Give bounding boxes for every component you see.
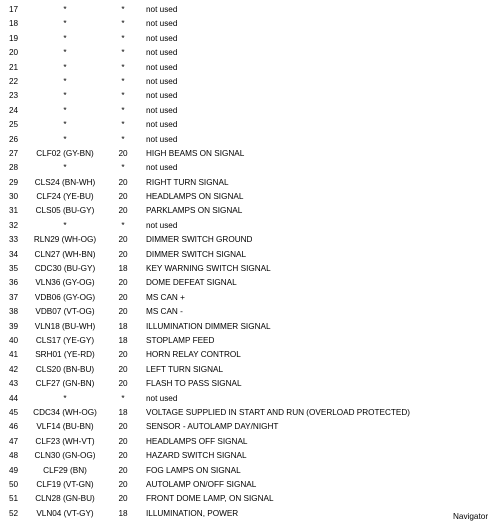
pin-number: 47 — [9, 436, 19, 446]
circuit-id: CLN30 (GN-OG) — [34, 451, 96, 461]
table-row — [0, 320, 503, 334]
table-row — [0, 219, 503, 233]
circuit-function: HAZARD SWITCH SIGNAL — [146, 451, 247, 461]
pin-number: 35 — [9, 264, 19, 274]
pin-number: 48 — [9, 451, 19, 461]
circuit-id: * — [63, 220, 67, 230]
table-row — [0, 276, 503, 290]
circuit-function: DIMMER SWITCH GROUND — [146, 235, 253, 245]
wire-gauge: 20 — [118, 148, 128, 158]
table-row — [0, 190, 503, 204]
circuit-id: CDC30 (BU-GY) — [34, 264, 96, 274]
table-row — [0, 89, 503, 103]
table-row — [0, 392, 503, 406]
table-row — [0, 305, 503, 319]
circuit-id: CLS24 (BN-WH) — [34, 177, 96, 187]
wire-gauge: * — [121, 163, 125, 173]
pin-number: 19 — [9, 33, 19, 43]
pin-number: 41 — [9, 350, 19, 360]
wire-gauge: * — [121, 33, 125, 43]
pin-number: 17 — [9, 5, 19, 14]
pin-number: 26 — [9, 134, 19, 144]
circuit-id: * — [63, 48, 67, 58]
table-row — [0, 435, 503, 449]
circuit-function: AUTOLAMP ON/OFF SIGNAL — [146, 479, 257, 489]
pin-number: 34 — [9, 249, 19, 259]
wire-gauge: * — [121, 220, 125, 230]
wire-gauge: * — [121, 393, 125, 403]
pin-number: 30 — [9, 192, 19, 202]
table-row — [0, 406, 503, 420]
circuit-function: not used — [146, 19, 178, 29]
table-row — [0, 3, 503, 17]
wire-gauge: * — [121, 91, 125, 101]
circuit-function: FRONT DOME LAMP, ON SIGNAL — [146, 494, 274, 504]
circuit-function: DIMMER SWITCH SIGNAL — [146, 249, 247, 259]
wire-gauge: 20 — [118, 379, 128, 389]
circuit-function: VOLTAGE SUPPLIED IN START AND RUN (OVERLOAD PROTECTED) — [146, 407, 411, 417]
circuit-function: not used — [146, 120, 178, 130]
circuit-id: VLN04 (VT-GY) — [36, 508, 94, 518]
pin-number: 51 — [9, 494, 19, 504]
wire-gauge: 20 — [118, 479, 128, 489]
circuit-id: * — [63, 33, 67, 43]
wire-gauge: 20 — [118, 307, 128, 317]
circuit-id: * — [63, 62, 67, 72]
wire-gauge: 20 — [118, 436, 128, 446]
circuit-function: SENSOR - AUTOLAMP DAY/NIGHT — [146, 422, 279, 432]
table-row — [0, 61, 503, 75]
wire-gauge: * — [121, 134, 125, 144]
wire-gauge: 20 — [118, 249, 128, 259]
table-row — [0, 492, 503, 506]
pin-number: 25 — [9, 120, 19, 130]
circuit-function: not used — [146, 91, 178, 101]
pin-number: 24 — [9, 105, 19, 115]
circuit-id: VLF14 (BU-BN) — [36, 422, 94, 432]
pin-number: 23 — [9, 91, 19, 101]
table-row — [0, 104, 503, 118]
pin-number: 43 — [9, 379, 19, 389]
wire-gauge: * — [121, 62, 125, 72]
wire-gauge: * — [121, 19, 125, 29]
wire-gauge: 20 — [118, 422, 128, 432]
circuit-id: CLF27 (GN-BN) — [35, 379, 95, 389]
pin-number: 22 — [9, 76, 19, 86]
table-row — [0, 204, 503, 218]
circuit-id: CLS17 (YE-GY) — [35, 335, 95, 345]
circuit-id: * — [63, 163, 67, 173]
circuit-id: * — [63, 105, 67, 115]
circuit-function: PARKLAMPS ON SIGNAL — [146, 206, 243, 216]
pin-number: 33 — [9, 235, 19, 245]
wire-gauge: 20 — [118, 235, 128, 245]
circuit-function: not used — [146, 33, 178, 43]
table-row — [0, 420, 503, 434]
circuit-id: CLF19 (VT-GN) — [36, 479, 94, 489]
circuit-function: not used — [146, 105, 178, 115]
circuit-id: SRH01 (YE-RD) — [35, 350, 95, 360]
wire-gauge: * — [121, 76, 125, 86]
wire-gauge: 18 — [118, 321, 128, 331]
pin-number: 52 — [9, 508, 19, 518]
circuit-id: CLN28 (GN-BU) — [35, 494, 95, 504]
circuit-function: not used — [146, 220, 178, 230]
circuit-function: not used — [146, 62, 178, 72]
circuit-id: * — [63, 5, 67, 14]
table-row — [0, 363, 503, 377]
circuit-function: not used — [146, 48, 178, 58]
circuit-function: ILLUMINATION, POWER — [146, 508, 239, 518]
wire-gauge: 20 — [118, 292, 128, 302]
pin-number: 50 — [9, 479, 19, 489]
circuit-function: ILLUMINATION DIMMER SIGNAL — [146, 321, 271, 331]
circuit-function: MS CAN - — [146, 307, 183, 317]
pin-number: 49 — [9, 465, 19, 475]
pin-number: 28 — [9, 163, 19, 173]
table-row — [0, 348, 503, 362]
circuit-id: * — [63, 393, 67, 403]
table-row — [0, 17, 503, 31]
circuit-id: CLN27 (WH-BN) — [34, 249, 96, 259]
wire-gauge: * — [121, 120, 125, 130]
circuit-function: MS CAN + — [146, 292, 185, 302]
pin-number: 37 — [9, 292, 19, 302]
circuit-function: FOG LAMPS ON SIGNAL — [146, 465, 241, 475]
circuit-function: KEY WARNING SWITCH SIGNAL — [146, 264, 271, 274]
table-row — [0, 464, 503, 478]
pin-number: 46 — [9, 422, 19, 432]
pin-number: 38 — [9, 307, 19, 317]
wire-gauge: 18 — [118, 508, 128, 518]
circuit-function: not used — [146, 163, 178, 173]
wire-gauge: 18 — [118, 335, 128, 345]
circuit-function: not used — [146, 5, 178, 14]
wire-gauge: 20 — [118, 494, 128, 504]
pin-number: 42 — [9, 364, 19, 374]
wire-gauge: 18 — [118, 264, 128, 274]
wire-gauge: 20 — [118, 177, 128, 187]
circuit-function: HIGH BEAMS ON SIGNAL — [146, 148, 245, 158]
circuit-id: * — [63, 134, 67, 144]
pin-number: 29 — [9, 177, 19, 187]
circuit-id: CLS05 (BU-GY) — [35, 206, 95, 216]
table-row — [0, 133, 503, 147]
wire-gauge: 20 — [118, 451, 128, 461]
wire-gauge: 20 — [118, 278, 128, 288]
circuit-function: DOME DEFEAT SIGNAL — [146, 278, 237, 288]
table-row — [0, 233, 503, 247]
table-row — [0, 507, 503, 521]
table-row — [0, 377, 503, 391]
pin-number: 21 — [9, 62, 19, 72]
circuit-function: HEADLAMPS ON SIGNAL — [146, 192, 244, 202]
circuit-id: VDB07 (VT-OG) — [35, 307, 95, 317]
table-row — [0, 262, 503, 276]
table-row — [0, 176, 503, 190]
table-row — [0, 291, 503, 305]
table-row — [0, 161, 503, 175]
table-row — [0, 118, 503, 132]
circuit-function: not used — [146, 134, 178, 144]
pin-number: 32 — [9, 220, 19, 230]
circuit-id: * — [63, 76, 67, 86]
circuit-id: * — [63, 120, 67, 130]
wire-gauge: 20 — [118, 192, 128, 202]
circuit-id: CLF24 (YE-BU) — [36, 192, 94, 202]
circuit-id: CLF02 (GY-BN) — [36, 148, 94, 158]
pin-number: 31 — [9, 206, 19, 216]
pin-number: 45 — [9, 407, 19, 417]
pin-number: 40 — [9, 335, 19, 345]
circuit-id: VLN18 (BU-WH) — [34, 321, 96, 331]
pin-number: 36 — [9, 278, 19, 288]
circuit-function: LEFT TURN SIGNAL — [146, 364, 224, 374]
circuit-id: CLF29 (BN) — [43, 465, 87, 475]
wire-gauge: 20 — [118, 206, 128, 216]
wire-gauge: * — [121, 5, 125, 14]
circuit-id: RLN29 (WH-OG) — [33, 235, 97, 245]
pin-number: 27 — [9, 148, 19, 158]
circuit-function: not used — [146, 393, 178, 403]
circuit-function: RIGHT TURN SIGNAL — [146, 177, 229, 187]
circuit-function: STOPLAMP FEED — [146, 335, 215, 345]
circuit-function: HEADLAMPS OFF SIGNAL — [146, 436, 248, 446]
circuit-id: * — [63, 19, 67, 29]
circuit-id: * — [63, 91, 67, 101]
wire-gauge: * — [121, 48, 125, 58]
circuit-function: HORN RELAY CONTROL — [146, 350, 241, 360]
footer-label: Navigator — [453, 512, 489, 521]
pin-number: 44 — [9, 393, 19, 403]
table-row — [0, 46, 503, 60]
table-row — [0, 449, 503, 463]
table-row — [0, 334, 503, 348]
circuit-id: CLS20 (BN-BU) — [35, 364, 95, 374]
table-row — [0, 147, 503, 161]
circuit-id: VLN36 (GY-OG) — [35, 278, 95, 288]
circuit-id: VDB06 (GY-OG) — [34, 292, 96, 302]
table-row — [0, 32, 503, 46]
table-row — [0, 75, 503, 89]
wire-gauge: * — [121, 105, 125, 115]
wire-gauge: 20 — [118, 350, 128, 360]
circuit-function: FLASH TO PASS SIGNAL — [146, 379, 242, 389]
pin-number: 18 — [9, 19, 19, 29]
circuit-id: CDC34 (WH-OG) — [33, 407, 97, 417]
wire-gauge: 20 — [118, 364, 128, 374]
table-row — [0, 248, 503, 262]
circuit-id: CLF23 (WH-VT) — [35, 436, 95, 446]
wire-gauge: 20 — [118, 465, 128, 475]
wire-gauge: 18 — [118, 407, 128, 417]
pin-number: 39 — [9, 321, 19, 331]
pin-number: 20 — [9, 48, 19, 58]
connector-pinout-table — [0, 3, 503, 521]
circuit-function: not used — [146, 76, 178, 86]
table-row — [0, 478, 503, 492]
